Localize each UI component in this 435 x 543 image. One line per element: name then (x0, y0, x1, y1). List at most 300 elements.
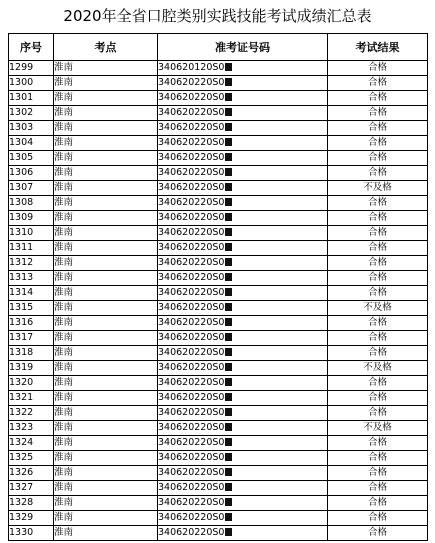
cell-site-text: 淮南 (54, 227, 74, 238)
cell-result-text: 合格 (367, 242, 387, 253)
cell-site-text: 淮南 (54, 272, 74, 283)
cell-result (328, 286, 428, 301)
table-row (9, 166, 428, 181)
cell-seq-text: 1318 (9, 347, 34, 358)
cell-seq (9, 271, 54, 286)
cell-result-text: 合格 (367, 287, 387, 298)
header-result: 考试结果 (328, 34, 428, 61)
cell-site (54, 391, 158, 406)
cell-seq (9, 346, 54, 361)
cell-reg-text: 340620220S0 (158, 167, 225, 178)
table-row (9, 421, 428, 436)
cell-site-text: 淮南 (54, 317, 74, 328)
cell-result (328, 211, 428, 226)
cell-seq-text: 1320 (9, 377, 34, 388)
table-row (9, 496, 428, 511)
cell-reg-text: 340620220S0 (158, 362, 225, 373)
redaction-mark (225, 243, 232, 251)
cell-seq-text: 1321 (9, 392, 34, 403)
cell-reg-text: 340620220S0 (158, 377, 225, 388)
table-row (9, 106, 428, 121)
cell-reg-text: 340620220S0 (158, 197, 225, 208)
cell-site-text: 淮南 (54, 62, 74, 73)
cell-reg (158, 286, 328, 301)
cell-reg (158, 196, 328, 211)
cell-reg-text: 340620220S0 (158, 527, 225, 538)
redaction-mark (225, 258, 232, 266)
cell-seq-text: 1327 (9, 482, 34, 493)
cell-result (328, 511, 428, 526)
cell-site-text: 淮南 (54, 182, 74, 193)
redaction-mark (225, 288, 232, 296)
cell-seq (9, 361, 54, 376)
table-row (9, 286, 428, 301)
cell-reg-text: 340620220S0 (158, 272, 225, 283)
cell-site-text: 淮南 (54, 347, 74, 358)
table-row (9, 121, 428, 136)
cell-result (328, 301, 428, 316)
table-row (9, 271, 428, 286)
cell-seq-text: 1328 (9, 497, 34, 508)
redaction-mark (225, 378, 232, 386)
cell-site-text: 淮南 (54, 122, 74, 133)
cell-site (54, 361, 158, 376)
table-row (9, 226, 428, 241)
table-row (9, 61, 428, 76)
cell-reg-text: 340620220S0 (158, 317, 225, 328)
table-row (9, 151, 428, 166)
cell-site-text: 淮南 (54, 92, 74, 103)
cell-reg (158, 121, 328, 136)
cell-result-text: 合格 (367, 437, 387, 448)
cell-seq-text: 1302 (9, 107, 34, 118)
cell-result (328, 61, 428, 76)
cell-reg (158, 316, 328, 331)
cell-result (328, 361, 428, 376)
cell-result (328, 481, 428, 496)
cell-seq (9, 136, 54, 151)
cell-reg-text: 340620220S0 (158, 182, 225, 193)
cell-result-text: 不及格 (363, 422, 392, 433)
cell-result-text: 合格 (367, 347, 387, 358)
cell-reg-text: 340620220S0 (158, 332, 225, 343)
cell-seq-text: 1307 (9, 182, 34, 193)
cell-reg (158, 76, 328, 91)
cell-seq (9, 181, 54, 196)
cell-site (54, 91, 158, 106)
redaction-mark (225, 393, 232, 401)
cell-site-text: 淮南 (54, 527, 74, 538)
cell-site-text: 淮南 (54, 302, 74, 313)
cell-seq-text: 1306 (9, 167, 34, 178)
cell-reg-text: 340620220S0 (158, 437, 225, 448)
cell-site (54, 76, 158, 91)
cell-seq-text: 1305 (9, 152, 34, 163)
cell-result (328, 376, 428, 391)
cell-reg (158, 466, 328, 481)
cell-reg (158, 331, 328, 346)
cell-result-text: 合格 (367, 512, 387, 523)
results-table (8, 33, 428, 541)
cell-site (54, 271, 158, 286)
cell-site (54, 136, 158, 151)
cell-result-text: 合格 (367, 167, 387, 178)
cell-seq-text: 1322 (9, 407, 34, 418)
header-row (9, 34, 428, 61)
cell-site-text: 淮南 (54, 512, 74, 523)
cell-reg (158, 376, 328, 391)
cell-site (54, 496, 158, 511)
cell-seq (9, 241, 54, 256)
cell-site-text: 淮南 (54, 152, 74, 163)
cell-seq-text: 1326 (9, 467, 34, 478)
cell-seq-text: 1315 (9, 302, 34, 313)
cell-result (328, 526, 428, 541)
cell-reg (158, 496, 328, 511)
cell-result (328, 496, 428, 511)
cell-reg-text: 340620220S0 (158, 242, 225, 253)
cell-result-text: 合格 (367, 122, 387, 133)
cell-result-text: 合格 (367, 137, 387, 148)
cell-result-text: 不及格 (363, 362, 392, 373)
cell-seq (9, 226, 54, 241)
cell-reg (158, 406, 328, 421)
cell-seq (9, 301, 54, 316)
cell-reg (158, 256, 328, 271)
redaction-mark (225, 138, 232, 146)
cell-result (328, 256, 428, 271)
cell-seq (9, 466, 54, 481)
cell-result-text: 合格 (367, 332, 387, 343)
redaction-mark (225, 528, 232, 536)
cell-seq-text: 1301 (9, 92, 34, 103)
cell-reg (158, 451, 328, 466)
table-row (9, 241, 428, 256)
cell-result-text: 合格 (367, 392, 387, 403)
cell-seq-text: 1323 (9, 422, 34, 433)
cell-reg-text: 340620220S0 (158, 137, 225, 148)
cell-result (328, 406, 428, 421)
table-row (9, 256, 428, 271)
redaction-mark (225, 123, 232, 131)
redaction-mark (225, 198, 232, 206)
cell-site-text: 淮南 (54, 287, 74, 298)
table-row (9, 136, 428, 151)
cell-site-text: 淮南 (54, 167, 74, 178)
cell-reg-text: 340620220S0 (158, 467, 225, 478)
cell-result (328, 241, 428, 256)
cell-reg-text: 340620220S0 (158, 257, 225, 268)
redaction-mark (225, 363, 232, 371)
cell-site-text: 淮南 (54, 377, 74, 388)
cell-seq-text: 1313 (9, 272, 34, 283)
cell-reg (158, 436, 328, 451)
cell-reg-text: 340620220S0 (158, 122, 225, 133)
cell-result (328, 226, 428, 241)
cell-result-text: 合格 (367, 212, 387, 223)
table-row (9, 526, 428, 541)
cell-site (54, 331, 158, 346)
cell-seq-text: 1310 (9, 227, 34, 238)
cell-result (328, 136, 428, 151)
table-row (9, 346, 428, 361)
cell-site (54, 286, 158, 301)
cell-seq-text: 1303 (9, 122, 34, 133)
redaction-mark (225, 153, 232, 161)
table-row (9, 376, 428, 391)
redaction-mark (225, 273, 232, 281)
cell-result-text: 合格 (367, 527, 387, 538)
redaction-mark (225, 213, 232, 221)
cell-seq-text: 1314 (9, 287, 34, 298)
cell-result (328, 196, 428, 211)
cell-reg-text: 340620220S0 (158, 497, 225, 508)
cell-seq (9, 106, 54, 121)
cell-reg (158, 241, 328, 256)
cell-reg-text: 340620220S0 (158, 452, 225, 463)
cell-site-text: 淮南 (54, 362, 74, 373)
cell-reg (158, 106, 328, 121)
table-row (9, 196, 428, 211)
cell-seq (9, 61, 54, 76)
cell-result (328, 391, 428, 406)
table-row (9, 301, 428, 316)
cell-seq (9, 481, 54, 496)
cell-reg (158, 301, 328, 316)
cell-seq (9, 286, 54, 301)
cell-site (54, 301, 158, 316)
cell-result (328, 181, 428, 196)
cell-seq (9, 406, 54, 421)
cell-reg (158, 226, 328, 241)
cell-seq (9, 526, 54, 541)
cell-result (328, 106, 428, 121)
cell-site (54, 196, 158, 211)
table-header (9, 34, 428, 61)
cell-seq-text: 1329 (9, 512, 34, 523)
redaction-mark (225, 453, 232, 461)
cell-result (328, 271, 428, 286)
cell-reg (158, 151, 328, 166)
redaction-mark (225, 468, 232, 476)
cell-reg-text: 340620220S0 (158, 422, 225, 433)
redaction-mark (225, 513, 232, 521)
cell-result-text: 合格 (367, 62, 387, 73)
cell-result (328, 436, 428, 451)
redaction-mark (225, 438, 232, 446)
cell-reg-text: 340620220S0 (158, 482, 225, 493)
cell-seq (9, 211, 54, 226)
cell-reg (158, 511, 328, 526)
cell-site (54, 346, 158, 361)
cell-reg (158, 481, 328, 496)
cell-reg (158, 136, 328, 151)
cell-reg-text: 340620220S0 (158, 392, 225, 403)
cell-seq-text: 1325 (9, 452, 34, 463)
cell-result (328, 451, 428, 466)
cell-site (54, 406, 158, 421)
cell-reg (158, 526, 328, 541)
cell-seq-text: 1324 (9, 437, 34, 448)
cell-reg (158, 181, 328, 196)
cell-seq (9, 91, 54, 106)
cell-result (328, 76, 428, 91)
cell-seq (9, 496, 54, 511)
table-body (9, 61, 428, 541)
cell-site (54, 511, 158, 526)
table-row (9, 406, 428, 421)
cell-seq-text: 1300 (9, 77, 34, 88)
cell-result-text: 不及格 (363, 182, 392, 193)
table-row (9, 466, 428, 481)
cell-site (54, 316, 158, 331)
cell-result-text: 合格 (367, 317, 387, 328)
cell-site-text: 淮南 (54, 452, 74, 463)
cell-seq (9, 391, 54, 406)
cell-seq (9, 316, 54, 331)
cell-reg-text: 340620220S0 (158, 287, 225, 298)
table-row (9, 481, 428, 496)
cell-site (54, 226, 158, 241)
cell-site (54, 451, 158, 466)
cell-site-text: 淮南 (54, 467, 74, 478)
cell-reg-text: 340620220S0 (158, 302, 225, 313)
redaction-mark (225, 78, 232, 86)
cell-site (54, 421, 158, 436)
table-row (9, 91, 428, 106)
cell-reg-text: 340620220S0 (158, 227, 225, 238)
cell-seq-text: 1299 (9, 62, 34, 73)
redaction-mark (225, 408, 232, 416)
cell-site-text: 淮南 (54, 257, 74, 268)
cell-seq (9, 511, 54, 526)
cell-site (54, 526, 158, 541)
cell-seq (9, 331, 54, 346)
cell-result-text: 合格 (367, 227, 387, 238)
redaction-mark (225, 483, 232, 491)
cell-site (54, 436, 158, 451)
table-row (9, 436, 428, 451)
cell-site (54, 256, 158, 271)
cell-reg (158, 361, 328, 376)
cell-site (54, 181, 158, 196)
redaction-mark (225, 348, 232, 356)
page-title: 2020年全省口腔类别实践技能考试成绩汇总表 (63, 7, 372, 25)
cell-result-text: 合格 (367, 257, 387, 268)
redaction-mark (225, 183, 232, 191)
cell-seq (9, 376, 54, 391)
cell-site-text: 淮南 (54, 212, 74, 223)
cell-reg-text: 340620220S0 (158, 152, 225, 163)
cell-seq (9, 166, 54, 181)
cell-seq (9, 121, 54, 136)
cell-reg-text: 340620220S0 (158, 107, 225, 118)
table-row (9, 511, 428, 526)
cell-site-text: 淮南 (54, 242, 74, 253)
redaction-mark (225, 303, 232, 311)
cell-result-text: 合格 (367, 377, 387, 388)
cell-seq-text: 1316 (9, 317, 34, 328)
redaction-mark (225, 423, 232, 431)
header-seq: 序号 (9, 34, 54, 61)
cell-result (328, 466, 428, 481)
cell-site-text: 淮南 (54, 107, 74, 118)
cell-site-text: 淮南 (54, 392, 74, 403)
redaction-mark (225, 93, 232, 101)
cell-site-text: 淮南 (54, 77, 74, 88)
table-row (9, 451, 428, 466)
redaction-mark (225, 228, 232, 236)
cell-seq-text: 1319 (9, 362, 34, 373)
cell-site (54, 211, 158, 226)
cell-site (54, 106, 158, 121)
redaction-mark (225, 168, 232, 176)
cell-seq-text: 1330 (9, 527, 34, 538)
cell-site-text: 淮南 (54, 497, 74, 508)
cell-reg (158, 211, 328, 226)
table-row (9, 361, 428, 376)
cell-reg-text: 340620120S0 (158, 62, 225, 73)
redaction-mark (225, 333, 232, 341)
table-row (9, 211, 428, 226)
cell-result-text: 合格 (367, 272, 387, 283)
cell-result-text: 合格 (367, 482, 387, 493)
cell-result (328, 91, 428, 106)
cell-site-text: 淮南 (54, 482, 74, 493)
cell-reg (158, 271, 328, 286)
cell-reg-text: 340620220S0 (158, 212, 225, 223)
cell-result-text: 合格 (367, 197, 387, 208)
cell-site (54, 466, 158, 481)
cell-result-text: 合格 (367, 452, 387, 463)
cell-reg (158, 421, 328, 436)
cell-seq (9, 256, 54, 271)
cell-seq (9, 436, 54, 451)
cell-seq (9, 76, 54, 91)
cell-result (328, 346, 428, 361)
cell-result-text: 不及格 (363, 302, 392, 313)
cell-result (328, 166, 428, 181)
cell-reg-text: 340620220S0 (158, 347, 225, 358)
cell-result (328, 316, 428, 331)
redaction-mark (225, 318, 232, 326)
cell-result-text: 合格 (367, 107, 387, 118)
cell-seq-text: 1311 (9, 242, 34, 253)
cell-site-text: 淮南 (54, 437, 74, 448)
cell-reg (158, 346, 328, 361)
cell-seq (9, 451, 54, 466)
cell-result (328, 151, 428, 166)
cell-site-text: 淮南 (54, 197, 74, 208)
table-row (9, 181, 428, 196)
cell-site (54, 376, 158, 391)
cell-result-text: 合格 (367, 92, 387, 103)
cell-seq-text: 1312 (9, 257, 34, 268)
table-row (9, 316, 428, 331)
header-site: 考点 (54, 34, 158, 61)
cell-site (54, 241, 158, 256)
cell-result-text: 合格 (367, 497, 387, 508)
cell-reg-text: 340620220S0 (158, 92, 225, 103)
cell-seq-text: 1309 (9, 212, 34, 223)
cell-result-text: 合格 (367, 407, 387, 418)
header-reg: 准考证号码 (158, 34, 328, 61)
cell-result-text: 合格 (367, 467, 387, 478)
cell-site (54, 61, 158, 76)
cell-reg-text: 340620220S0 (158, 77, 225, 88)
cell-site-text: 淮南 (54, 422, 74, 433)
cell-site-text: 淮南 (54, 332, 74, 343)
